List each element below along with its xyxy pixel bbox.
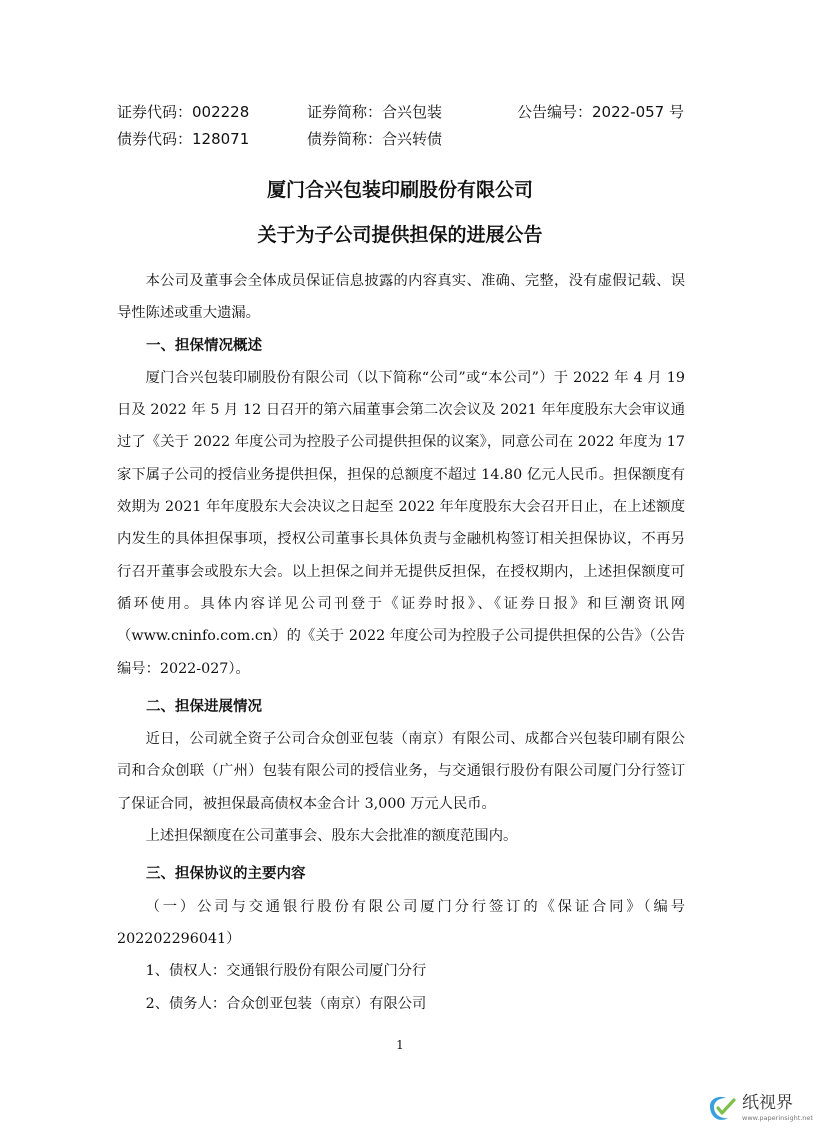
announcement-number: 公告编号：2022-057 号 bbox=[517, 103, 684, 121]
stock-short-name: 证券简称：合兴包装 bbox=[307, 103, 443, 121]
paperinsight-logo-icon bbox=[706, 1092, 738, 1124]
bond-code: 债券代码：128071 bbox=[117, 130, 250, 148]
section-3-item-2: 2、债务人：合众创亚包装（南京）有限公司 bbox=[145, 995, 427, 1012]
section-1-paragraph: 厦门合兴包装印刷股份有限公司（以下简称“公司”或“本公司”）于 2022 年 4 月 19 日及 2022 年 5 月 12 日召开的第六届董事会第二次会议及 2021 年年度股东大会审议通过了《关于 2022 年度公司为控股子公司提供担保的议案》，同意公司在 2022 年度为 17 家下属子公司的授信业务提供担保，担保的总额度不超过 14.80 亿元人民币。担保额度有效期为 2021 年年度股东大会决议之日起至 2022 年年度股东大会召开日止，在上述额度内发生的具体担保事项，授权公司董事长具体负责与金融机构签订相关担保协议，不再另行召开董事会或股东大会。以上担保之间并无提供反担保，在授权期内，上述担保额度可循环使用。具体内容详见公司刊登于《证券时报》、《证券日报》和巨潮资讯网（www.cninfo.com.cn）的《关于 2022 年度公司为控股子公司提供担保的公告》（公告编号：2022-027）。 bbox=[117, 369, 685, 677]
page-number: 1 bbox=[396, 1038, 404, 1052]
section-2-heading: 二、担保进展情况 bbox=[146, 698, 262, 715]
intro-statement: 本公司及董事会全体成员保证信息披露的内容真实、准确、完整，没有虚假记载、误导性陈述或重大遗漏。 bbox=[117, 273, 685, 322]
watermark-text: 纸视界 bbox=[742, 1093, 793, 1113]
section-3-subheading: （一）公司与交通银行股份有限公司厦门分行签订的《保证合同》（编号 202202296041） bbox=[117, 898, 685, 947]
section-3-item-1: 1、债权人：交通银行股份有限公司厦门分行 bbox=[145, 963, 427, 980]
document-body bbox=[117, 265, 685, 1020]
section-2-paragraph-1: 近日，公司就全资子公司合众创亚包装（南京）有限公司、成都合兴包装印刷有限公司和合众创联（广州）包装有限公司的授信业务，与交通银行股份有限公司厦门分行签订了保证合同，被担保最高债权本金合计 3,000 万元人民币。 bbox=[117, 731, 685, 812]
section-2-paragraph-2: 上述担保额度在公司董事会、股东大会批准的额度范围内。 bbox=[145, 828, 518, 845]
announcement-title: 关于为子公司提供担保的进展公告 bbox=[257, 224, 543, 246]
bond-short-name: 债券简称：合兴转债 bbox=[307, 130, 443, 148]
watermark-url: www.paperinsight.net bbox=[742, 1114, 813, 1122]
stock-code: 证券代码：002228 bbox=[117, 103, 250, 121]
company-title: 厦门合兴包装印刷股份有限公司 bbox=[266, 179, 533, 201]
section-1-heading: 一、担保情况概述 bbox=[146, 337, 262, 354]
section-3-heading: 三、担保协议的主要内容 bbox=[146, 866, 306, 883]
watermark bbox=[706, 1092, 813, 1128]
